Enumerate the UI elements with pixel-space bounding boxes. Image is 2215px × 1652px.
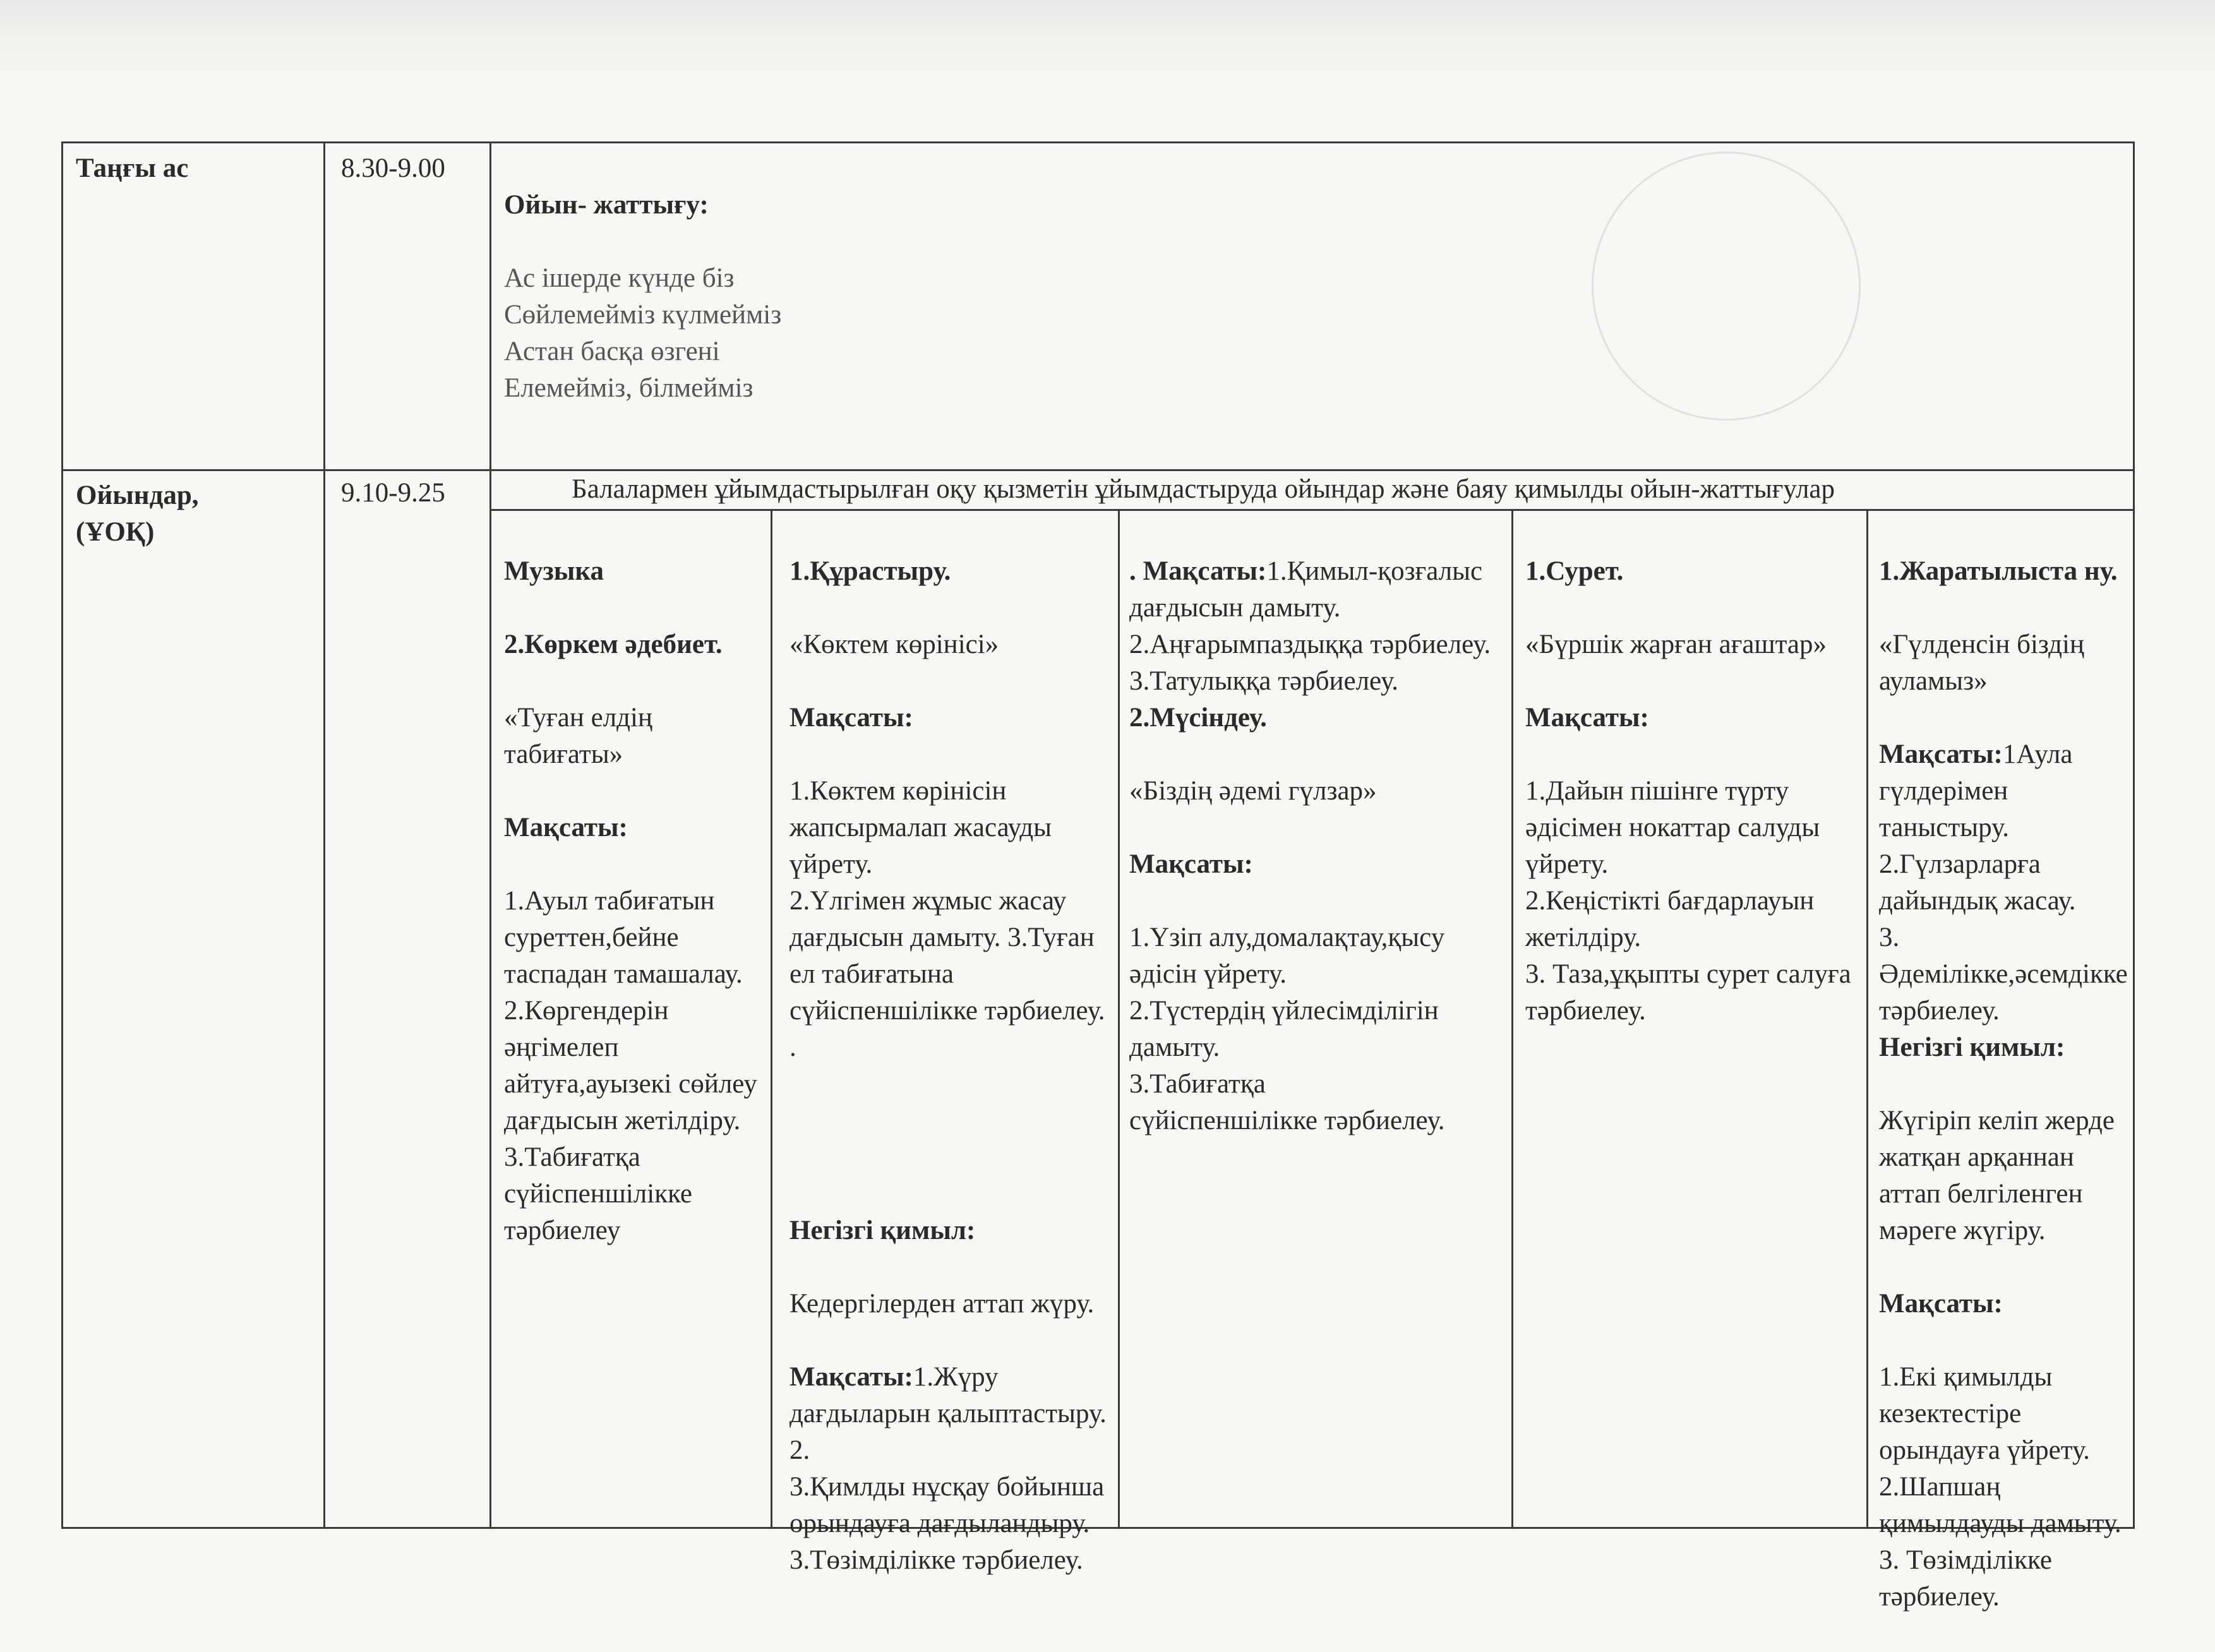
column-5-topic: «Гүлденсін біздің ауламыз» [1879, 630, 2084, 696]
column-5-goals2: 1.Екі қимылды кезектестіре орындауға үйрету. 2.Шапшаң қимылдауды дамыту. 3. Төзімділікке тәрбиелеу. [1879, 1362, 2122, 1612]
column-1-topic: «Туған елдің табиғаты» [504, 703, 652, 769]
column-1-title: Музыка 2.Көркем әдебиет. [504, 556, 723, 659]
activity-column-5 [1879, 517, 2130, 1652]
column-2-goals: 1.Көктем көрінісін жапсырмалап жасауды үйрету. 2.Үлгімен жұмыс жасау дағдысын дамыту. 3.Туған ел табиғатына сүйіспеншілікке тәрбиелеу. . [789, 776, 1105, 1062]
column-1-goal-label: Мақсаты: [504, 813, 628, 842]
column-3-goal-label: . Мақсаты: [1129, 556, 1267, 586]
column-5-movement: Жүгіріп келіп жерде жатқан арқаннан аттап белгіленген мәреге жүгіру. [1879, 1106, 2115, 1245]
row-time-games: 9.10-9.25 [341, 478, 445, 508]
column-5-title: 1.Жаратылыста ну. [1879, 556, 2118, 586]
activity-column-4 [1525, 517, 1865, 1066]
scan-shadow [0, 0, 2215, 95]
column-2-title: 1.Құрастыру. [789, 556, 951, 586]
row-label-breakfast: Таңғы ас [76, 153, 189, 183]
column-4-topic: «Бүршік жарған ағаштар» [1525, 630, 1827, 659]
column-3-topic: «Біздің әдемі гүлзар» [1129, 776, 1377, 806]
row-label-games: Ойындар, (ҰОҚ) [76, 481, 199, 547]
column-2-goal-label: Мақсаты: [789, 703, 913, 733]
column-5-goal2-label: Мақсаты: [1879, 1289, 2003, 1319]
activity-column-3 [1129, 517, 1510, 1176]
column-1-goals: 1.Ауыл табиғатын суреттен,бейне таспадан тамашалау. 2.Көргендерін әңгімелеп айтуға,ауызекі сөйлеу дағдысын жетілдіру. 3.Табиғатқа сүйіспеншілікке тәрбиелеу [504, 886, 757, 1245]
column-2-goal2-label: Мақсаты: [789, 1362, 913, 1392]
column-2-topic: «Көктем көрінісі» [789, 630, 999, 659]
activity-column-1 [504, 517, 768, 1286]
column-4-goals: 1.Дайын пішінге түрту әдісімен нокаттар салуды үйрету. 2.Кеңістікті бағдарлауын жетілдіру. 3. Таза,ұқыпты сурет салуға тәрбиелеу. [1525, 776, 1851, 1026]
column-2-movement: Кедергілерден аттап жүру. [789, 1289, 1095, 1319]
column-3-goal2-label: Мақсаты: [1129, 849, 1253, 879]
column-2-movement-label: Негізгі қимыл: [789, 1216, 976, 1245]
column-5-goal-label: Мақсаты: [1879, 739, 2003, 769]
column-5-movement-label: Негізгі қимыл: [1879, 1032, 2065, 1062]
column-4-goal-label: Мақсаты: [1525, 703, 1649, 733]
breakfast-content [504, 150, 2121, 443]
column-2-goals2: 1.Жүру дағдыларын қалыптастыру. 2. 3.Қимлды нұсқау бойынша орындауға дағдыландыру. 3.Төзімділікке тәрбиелеу. [789, 1362, 1107, 1575]
game-exercise-heading: Ойын- жаттығу: [504, 190, 709, 220]
column-3-goals2: 1.Үзіп алу,домалақтау,қысу әдісін үйрету. 2.Түстердің үйлесімділігін дамыту. 3.Табиғатқа сүйіспеншілікке тәрбиелеу. [1129, 923, 1445, 1135]
breakfast-poem: Ас ішерде күнде біз Сөйлемейміз күлмейміз Астан басқа өзгені Елемейміз, білмейміз [504, 263, 782, 403]
column-3-goals: 1.Қимыл-қозғалыс дағдысын дамыту. 2.Аңғарымпаздыққа тәрбиелеу. 3.Татулыққа тәрбиелеу. [1129, 556, 1491, 696]
column-4-title: 1.Сурет. [1525, 556, 1624, 586]
activities-banner: Балалармен ұйымдастырылған оқу қызметін ұйымдастыруда ойындар және баяу қимылды ойын-жаттығулар [572, 474, 1835, 504]
column-3-title: 2.Мүсіндеу. [1129, 703, 1267, 733]
row-time-breakfast: 8.30-9.00 [341, 153, 445, 183]
activity-column-2 [789, 517, 1117, 1579]
column-5-goals: 1Аула гүлдерімен таныстыру. 2.Гүлзарларға дайындық жасау. 3. Әдемілікке,әсемдікке тәрбиелеу. [1879, 739, 2128, 1026]
